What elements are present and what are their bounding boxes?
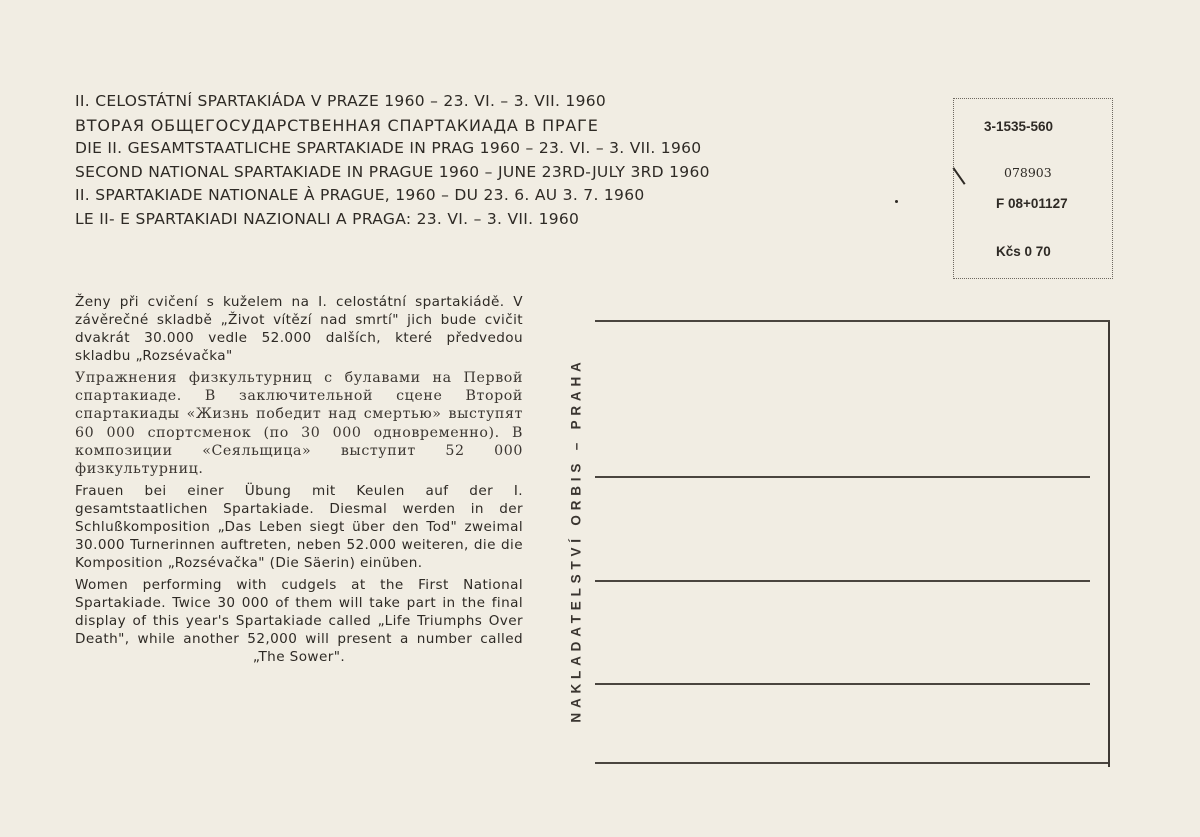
address-line-5 [595,762,1110,764]
address-line-4 [595,683,1090,685]
stamp-box [953,98,1113,279]
caption-column [75,293,523,670]
address-border [1108,322,1110,767]
publisher-label: NAKLADATELSTVÍ ORBIS – PRAHA [568,357,584,723]
stamp-f-code: F 08+01127 [996,196,1068,211]
stamp-number: 078903 [1004,165,1052,180]
address-line-1 [595,320,1110,322]
stamp-code: 3-1535-560 [984,119,1054,134]
title-german: DIE II. GESAMTSTAATLICHE SPARTAKIADE IN PRAG 1960 – 23. VI. – 3. VII. 1960 [75,139,702,157]
publisher-vertical [566,315,586,765]
address-line-3 [595,580,1090,582]
title-french: II. SPARTAKIADE NATIONALE À PRAGUE, 1960 – DU 23. 6. AU 3. 7. 1960 [75,186,645,204]
title-czech: II. CELOSTÁTNÍ SPARTAKIÁDA V PRAZE 1960 – 23. VI. – 3. VII. 1960 [75,92,607,110]
title-russian: ВТОРАЯ ОБЩЕГОСУДАРСТВЕННАЯ СПАРТАКИАДА В ПРАГЕ [75,115,599,135]
stamp-price: Kčs 0 70 [996,244,1051,259]
caption-german: Frauen bei einer Übung mit Keulen auf der I. gesamtstaatlichen Spartakiade. Diesmal werden in der Schlußkomposition „Das Leben siegt über den Tod" zweimal 30.000 Turnerinnen auftreten, neben 52.000 weiteren, die die Komposition „Rozsévačka" (Die Säerin) einüben. [75,483,523,572]
caption-czech: Ženy při cvičení s kuželem na I. celostátní spartakiádě. V závěrečné skladbě „Život vítězí nad smrtí" jich bude cvičit dvakrát 30.000 vedle 52.000 dalších, které předvedou skladbu „Rozsévačka" [75,294,523,364]
caption-english: Women performing with cudgels at the First National Spartakiade. Twice 30 000 of them will take part in the final display of this year's Spartakiade called „Life Triumphs Over Death", while another 52,000 will present a number called „The Sower". [75,577,523,666]
ink-dot [895,200,898,203]
title-block [75,90,935,231]
address-line-2 [595,476,1090,478]
title-english: SECOND NATIONAL SPARTAKIADE IN PRAGUE 1960 – JUNE 23RD-JULY 3RD 1960 [75,162,710,181]
caption-russian: Упражнения физкультурниц с булавами на Первой спартакиаде. В заключительной сцене Второй спартакиады «Жизнь победит над смертью» выступят 60 000 спортсменок (по 30 000 одновременно). В композиции «Сеяльщица» выступит 52 000 физкультурниц. [75,370,523,478]
title-italian: LE II- E SPARTAKIADI NAZIONALI A PRAGA: 23. VI. – 3. VII. 1960 [75,209,580,228]
